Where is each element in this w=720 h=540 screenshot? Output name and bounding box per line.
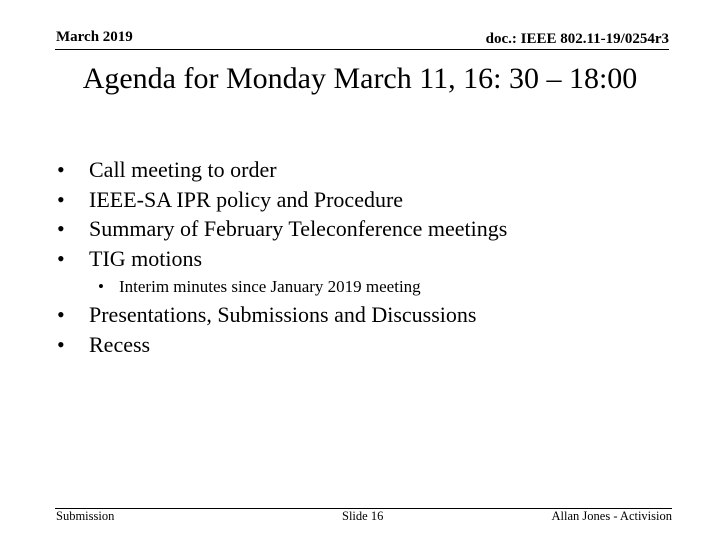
agenda-subitem-text: Interim minutes since January 2019 meeting [119, 277, 421, 296]
agenda-list [56, 155, 676, 359]
header-doc-id: doc.: IEEE 802.11-19/0254r3 [485, 31, 669, 47]
bullet-icon: • [57, 302, 65, 327]
agenda-item-text: IEEE-SA IPR policy and Procedure [89, 186, 404, 212]
agenda-subitem [56, 275, 676, 299]
slide-title: Agenda for Monday March 11, 16: 30 – 18:00 [82, 62, 638, 95]
footer-slide-number: Slide 16 [342, 509, 384, 523]
agenda-item-text: Recess [89, 331, 151, 357]
footer-author: Allan Jones - Activision [551, 509, 672, 523]
agenda-item [56, 330, 676, 360]
agenda-item [56, 185, 676, 215]
bullet-icon: • [57, 186, 65, 212]
agenda-item [56, 214, 676, 244]
agenda-item-text: TIG motions [89, 245, 203, 271]
header-date: March 2019 [56, 29, 133, 45]
bullet-icon: • [57, 216, 65, 241]
agenda-item [56, 244, 676, 274]
bullet-icon: • [57, 157, 65, 182]
footer-submission: Submission [56, 509, 115, 523]
agenda-item [56, 155, 676, 185]
agenda-item-text: Summary of February Teleconference meetings [89, 216, 508, 241]
bullet-icon: • [98, 277, 104, 296]
bullet-icon: • [57, 245, 65, 271]
agenda-item [56, 300, 676, 330]
header-divider [55, 49, 669, 50]
agenda-item-text: Call meeting to order [89, 157, 277, 182]
bullet-icon: • [57, 331, 65, 357]
agenda-item-text: Presentations, Submissions and Discussions [89, 302, 477, 327]
